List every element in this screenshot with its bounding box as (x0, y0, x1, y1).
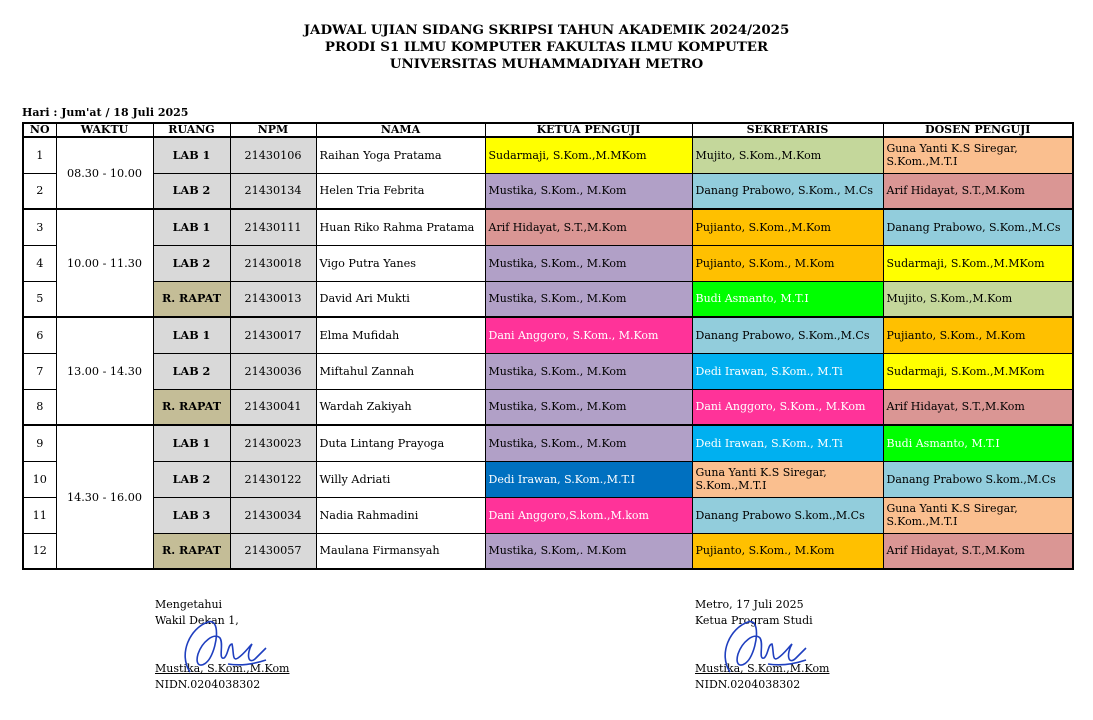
signature-left-image (168, 614, 268, 684)
penguji-cell: Arif Hidayat, S.T.,M.Kom (883, 173, 1073, 209)
sig-right-nidn: NIDN.0204038302 (695, 678, 801, 691)
time-slot: 13.00 - 14.30 (56, 317, 153, 425)
penguji-cell: Guna Yanti K.S Siregar, S.Kom.,M.T.I (883, 497, 1073, 533)
header-penguji: DOSEN PENGUJI (883, 123, 1073, 137)
room: R. RAPAT (153, 281, 230, 317)
student-name: Wardah Zakiyah (316, 389, 485, 425)
header-nama: NAMA (316, 123, 485, 137)
row-no: 12 (23, 533, 56, 569)
row-no: 4 (23, 245, 56, 281)
table-row (23, 173, 1073, 209)
signature-right-image (708, 614, 808, 684)
npm: 21430134 (230, 173, 316, 209)
table-row (23, 533, 1073, 569)
row-no: 6 (23, 317, 56, 353)
npm: 21430057 (230, 533, 316, 569)
sekretaris-cell: Dedi Irawan, S.Kom., M.Ti (692, 353, 883, 389)
penguji-cell: Danang Prabowo S.kom.,M.Cs (883, 461, 1073, 497)
header-waktu: WAKTU (56, 123, 153, 137)
title-line-3: UNIVERSITAS MUHAMMADIYAH METRO (389, 56, 704, 72)
npm: 21430036 (230, 353, 316, 389)
npm: 21430111 (230, 209, 316, 245)
room: LAB 2 (153, 353, 230, 389)
time-slot: 08.30 - 10.00 (56, 137, 153, 209)
ketua-cell: Mustika, S.Kom., M.Kom (485, 425, 692, 461)
penguji-cell: Arif Hidayat, S.T.,M.Kom (883, 389, 1073, 425)
ketua-cell: Dani Anggoro, S.Kom., M.Kom (485, 317, 692, 353)
penguji-cell: Arif Hidayat, S.T.,M.Kom (883, 533, 1073, 569)
sekretaris-cell: Danang Prabowo, S.Kom., M.Cs (692, 173, 883, 209)
sig-left-name: Mustika, S.Kom.,M.Kom (155, 662, 290, 675)
penguji-cell: Mujito, S.Kom.,M.Kom (883, 281, 1073, 317)
sekretaris-cell: Dedi Irawan, S.Kom., M.Ti (692, 425, 883, 461)
room: LAB 2 (153, 245, 230, 281)
ketua-cell: Mustika, S.Kom., M.Kom (485, 245, 692, 281)
sekretaris-cell: Guna Yanti K.S Siregar, S.Kom.,M.T.I (692, 461, 883, 497)
table-row (23, 353, 1073, 389)
sig-left-nidn: NIDN.0204038302 (155, 678, 261, 691)
table-row (23, 425, 1073, 461)
room: LAB 1 (153, 317, 230, 353)
time-slot: 10.00 - 11.30 (56, 209, 153, 317)
table-row (23, 317, 1073, 353)
header-no: NO (23, 123, 56, 137)
sekretaris-cell: Pujianto, S.Kom., M.Kom (692, 533, 883, 569)
student-name: Helen Tria Febrita (316, 173, 485, 209)
row-no: 3 (23, 209, 56, 245)
student-name: Willy Adriati (316, 461, 485, 497)
room: R. RAPAT (153, 389, 230, 425)
row-no: 9 (23, 425, 56, 461)
table-row (23, 245, 1073, 281)
npm: 21430034 (230, 497, 316, 533)
row-no: 11 (23, 497, 56, 533)
penguji-cell: Budi Asmanto, M.T.I (883, 425, 1073, 461)
student-name: Duta Lintang Prayoga (316, 425, 485, 461)
npm: 21430041 (230, 389, 316, 425)
document-title (0, 22, 1093, 73)
room: R. RAPAT (153, 533, 230, 569)
ketua-cell: Mustika, S.Kom,. M.Kom (485, 533, 692, 569)
sekretaris-cell: Mujito, S.Kom.,M.Kom (692, 137, 883, 173)
npm: 21430023 (230, 425, 316, 461)
student-name: Maulana Firmansyah (316, 533, 485, 569)
table-row (23, 497, 1073, 533)
title-line-1: JADWAL UJIAN SIDANG SKRIPSI TAHUN AKADEMIK 2024/2025 (303, 22, 790, 38)
table-body (23, 137, 1073, 569)
student-name: David Ari Mukti (316, 281, 485, 317)
header-sekretaris: SEKRETARIS (692, 123, 883, 137)
schedule-table (22, 122, 1074, 570)
penguji-cell: Pujianto, S.Kom., M.Kom (883, 317, 1073, 353)
table-header-row (23, 123, 1073, 137)
ketua-cell: Mustika, S.Kom., M.Kom (485, 281, 692, 317)
row-no: 5 (23, 281, 56, 317)
student-name: Huan Riko Rahma Pratama (316, 209, 485, 245)
penguji-cell: Guna Yanti K.S Siregar, S.Kom.,M.T.I (883, 137, 1073, 173)
row-no: 1 (23, 137, 56, 173)
table-row (23, 461, 1073, 497)
ketua-cell: Dani Anggoro,S.kom.,M.kom (485, 497, 692, 533)
sekretaris-cell: Danang Prabowo, S.Kom.,M.Cs (692, 317, 883, 353)
student-name: Vigo Putra Yanes (316, 245, 485, 281)
student-name: Elma Mufidah (316, 317, 485, 353)
row-no: 2 (23, 173, 56, 209)
room: LAB 1 (153, 137, 230, 173)
npm: 21430013 (230, 281, 316, 317)
header-npm: NPM (230, 123, 316, 137)
room: LAB 1 (153, 425, 230, 461)
ketua-cell: Mustika, S.Kom., M.Kom (485, 389, 692, 425)
row-no: 7 (23, 353, 56, 389)
penguji-cell: Sudarmaji, S.Kom.,M.MKom (883, 353, 1073, 389)
room: LAB 2 (153, 461, 230, 497)
student-name: Nadia Rahmadini (316, 497, 485, 533)
npm: 21430106 (230, 137, 316, 173)
room: LAB 2 (153, 173, 230, 209)
penguji-cell: Sudarmaji, S.Kom.,M.MKom (883, 245, 1073, 281)
ketua-cell: Sudarmaji, S.Kom.,M.MKom (485, 137, 692, 173)
sekretaris-cell: Dani Anggoro, S.Kom., M.Kom (692, 389, 883, 425)
day-label: Hari : Jum'at / 18 Juli 2025 (22, 106, 189, 119)
sekretaris-cell: Pujianto, S.Kom., M.Kom (692, 245, 883, 281)
header-ketua: KETUA PENGUJI (485, 123, 692, 137)
room: LAB 1 (153, 209, 230, 245)
ketua-cell: Dedi Irawan, S.Kom.,M.T.I (485, 461, 692, 497)
time-slot: 14.30 - 16.00 (56, 425, 153, 569)
student-name: Miftahul Zannah (316, 353, 485, 389)
row-no: 10 (23, 461, 56, 497)
ketua-cell: Mustika, S.Kom., M.Kom (485, 353, 692, 389)
sig-right-line2: Ketua Program Studi (695, 614, 813, 627)
student-name: Raihan Yoga Pratama (316, 137, 485, 173)
ketua-cell: Mustika, S.Kom., M.Kom (485, 173, 692, 209)
sekretaris-cell: Danang Prabowo S.kom.,M.Cs (692, 497, 883, 533)
sig-left-line1: Mengetahui (155, 598, 223, 611)
table-row (23, 281, 1073, 317)
npm: 21430018 (230, 245, 316, 281)
title-line-2: PRODI S1 ILMU KOMPUTER FAKULTAS ILMU KOMPUTER (324, 39, 769, 55)
sekretaris-cell: Budi Asmanto, M.T.I (692, 281, 883, 317)
sekretaris-cell: Pujianto, S.Kom.,M.Kom (692, 209, 883, 245)
ketua-cell: Arif Hidayat, S.T.,M.Kom (485, 209, 692, 245)
room: LAB 3 (153, 497, 230, 533)
sig-right-name: Mustika, S.Kom.,M.Kom (695, 662, 830, 675)
sig-left-line2: Wakil Dekan 1, (155, 614, 239, 627)
table-row (23, 137, 1073, 173)
table-row (23, 209, 1073, 245)
npm: 21430122 (230, 461, 316, 497)
header-ruang: RUANG (153, 123, 230, 137)
sig-right-line1: Metro, 17 Juli 2025 (695, 598, 804, 611)
row-no: 8 (23, 389, 56, 425)
npm: 21430017 (230, 317, 316, 353)
penguji-cell: Danang Prabowo, S.Kom.,M.Cs (883, 209, 1073, 245)
table-row (23, 389, 1073, 425)
